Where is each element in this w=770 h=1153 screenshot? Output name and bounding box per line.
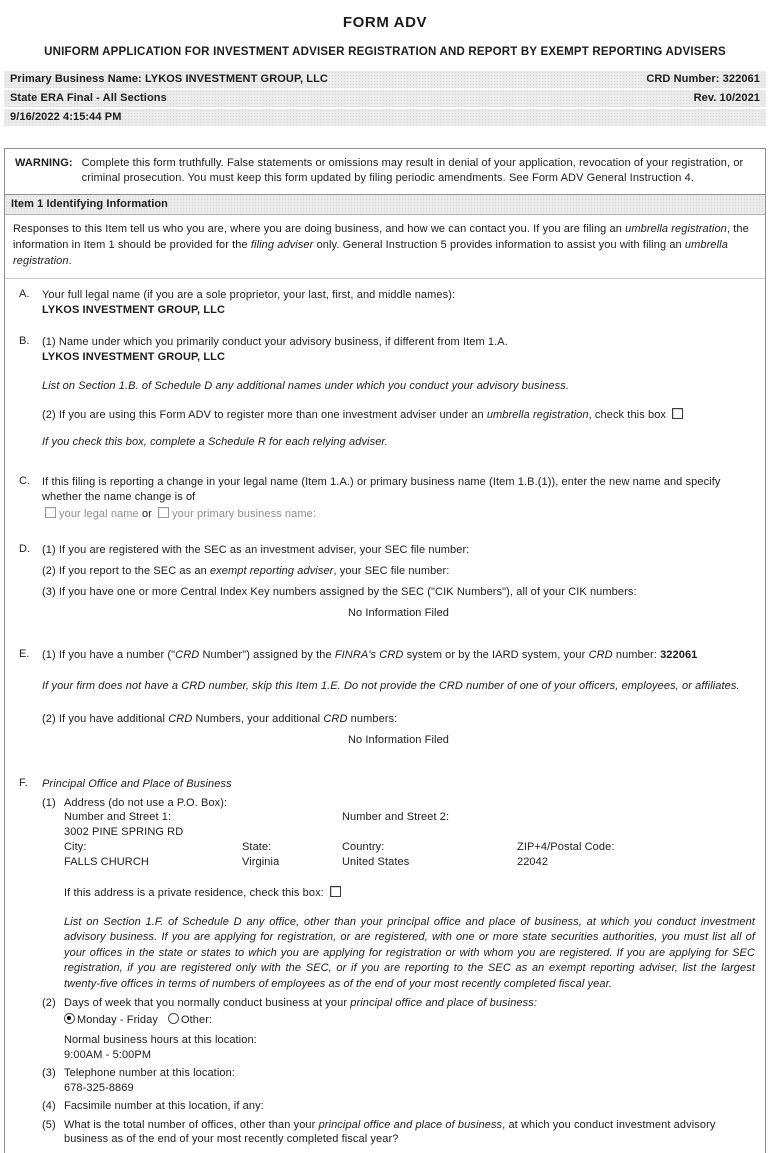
business-hours-value: 9:00AM - 5:00PM [64,1048,152,1061]
text-run: umbrella registration [625,223,727,235]
text-run: filing adviser [250,239,314,251]
facsimile-label: Facsimile number at this location, if any: [64,1100,264,1112]
business-name-question: (1) Name under which you primarily conduct your advisory business, if different from Item 1.A. [42,336,508,348]
state-label: State: [242,841,272,853]
text-run: (1) If you have a number (" [42,649,176,661]
text-run: If this address is a private residence, check this box: [64,887,327,899]
text-run: List on Section 1.B. of Schedule D any additional names under which you conduct your advisory business. [42,380,569,392]
form-body [4,148,766,1153]
text-run: (2) If you report to the SEC as an [42,565,210,577]
umbrella-registration-line [42,408,755,423]
section-a [5,288,755,318]
text-run: number: [612,649,661,661]
street1-label: Number and Street 1: [64,811,172,823]
item-number: (1) [42,796,56,809]
street2-label: Number and Street 2: [342,811,450,823]
business-name-value: LYKOS INVESTMENT GROUP, LLC [42,351,226,363]
text-run: umbrella registration [486,409,589,421]
crd-number: CRD Number: 322061 [646,73,760,85]
warning-box [5,149,765,195]
form-title: FORM ADV [342,14,428,31]
text-run: CRD [175,649,200,661]
address-item [42,796,755,901]
text-run: 322061 [660,649,698,661]
text-run: system or by the IARD system, your [403,649,589,661]
filing-type: State ERA Final - All Sections [10,92,167,104]
cik-numbers-line: (3) If you have one or more Central Index Key numbers assigned by the SEC ("CIK Numbers"), all of your CIK numbers: [42,586,637,598]
text-run: umbrella registration [13,239,728,267]
text-run: (2) If you are using this Form ADV to register more than one investment adviser under an [42,409,487,421]
text-run: principal office and place of business [318,1118,503,1131]
text-run: FINRA's CRD [334,649,404,661]
text-run: , check this box [588,409,670,421]
text-run: If you check this box, complete a Schedule R for each relying adviser. [42,436,388,448]
item1-sections [5,288,765,1153]
business-name-change-checkbox[interactable] [158,507,169,518]
name-change-options [42,507,755,522]
filing-header-row-1 [4,71,766,88]
text-run: your legal name [59,508,142,520]
name-change-question: If this filing is reporting a change in your legal name (Item 1.A.) or primary business name (Item 1.B.(1)), enter the new name and specify whether the name change is of [42,476,721,503]
street2-value [342,825,755,840]
text-run: Responses to this Item tell us who you are, where you are doing business, and how we can contact you. If you are filing an [13,223,626,235]
form-adv-page [0,14,770,1153]
section-f-letter: F. [19,777,28,789]
text-run: CRD [588,649,613,661]
filing-timestamp: 9/16/2022 4:15:44 PM [10,111,122,123]
filing-header [4,71,766,126]
offices-note [64,915,755,993]
section-c [5,475,755,522]
warning-label: WARNING: [15,157,73,169]
text-run: Numbers, your additional [192,713,324,725]
additional-crd-line [42,712,755,727]
item1-intro [5,215,765,279]
text-run: , the information in Item 1 should be provided for the [13,223,749,251]
crd-skip-note [42,679,755,694]
form-subtitle: UNIFORM APPLICATION FOR INVESTMENT ADVISER REGISTRATION AND REPORT BY EXEMPT REPORTING ADVISERS [44,46,726,58]
days-of-week-options [64,1013,755,1028]
item-number: (3) [42,1067,56,1079]
filing-header-row-2 [4,90,766,107]
text-run: or [141,508,156,520]
item-number: (2) [42,997,56,1009]
total-offices-item [42,1118,755,1147]
text-run: CRD [323,713,348,725]
business-hours-label: Normal business hours at this location: [64,1034,257,1046]
text-run: , your SEC file number: [333,565,450,577]
telephone-value: 678-325-8869 [64,1081,134,1094]
item-number: (4) [42,1100,56,1112]
telephone-item [42,1066,755,1095]
days-of-week-label [64,996,755,1011]
street1-value: 3002 PINE SPRING RD [64,826,184,838]
private-residence-checkbox[interactable] [330,886,341,897]
text-run: If your firm does not have a CRD number, skip this Item 1.E. Do not provide the CRD number of one of your officers, employees, or affiliates. [42,680,740,692]
crd-number-line [42,648,755,663]
text-run: your primary business name: [172,508,317,520]
state-value: Virginia [242,856,280,868]
address-grid [64,810,755,870]
item-number: (5) [42,1118,56,1131]
text-run: Days of week that you normally conduct business at your [64,997,351,1009]
exempt-reporting-line [42,564,755,579]
text-run: (2) If you have additional [42,713,169,725]
umbrella-registration-checkbox[interactable] [672,408,683,419]
days-other-radio[interactable] [168,1013,179,1024]
private-residence-line [64,886,755,901]
primary-business-name: Primary Business Name: LYKOS INVESTMENT GROUP, LLC [10,73,328,85]
text-run: What is the total number of offices, other than your [64,1118,319,1131]
text-run: . [68,255,72,267]
sec-file-number-line: (1) If you are registered with the SEC as an investment adviser, your SEC file number: [42,544,470,556]
section-a-letter: A. [19,288,30,300]
legal-name-change-checkbox[interactable] [45,507,56,518]
section-f [5,777,755,1147]
text-run: List on Section 1.F. of Schedule D any office, other than your principal office and place of business, at which you conduct investment advisory business. If you are applying for registration, or are registered, with one or more state securities authorities, you must list all of your offices in the state or states to which you are applying for registration or with whom you are registered. If you are applying for SEC registration, if you are registered only with the SEC, or if you are reporting to the SEC as an exempt reporting adviser, list the largest twenty-five offices in terms of numbers of employees as of the end of your most recently completed fiscal year. [64,915,755,990]
telephone-label: Telephone number at this location: [64,1067,235,1079]
total-offices-label [64,1118,755,1147]
country-label: Country: [342,841,385,853]
section-b-letter: B. [19,335,30,347]
text-run: CRD [168,713,193,725]
country-value: United States [342,856,410,868]
text-run: , at which you conduct investment advisory business as of the end of your most recently completed fiscal year? [64,1118,716,1145]
schedule-r-note [42,435,755,450]
text-run: only. General Instruction 5 provides information to assist you with filing an [313,239,685,251]
no-information-filed: No Information Filed [347,734,450,746]
text-run: exempt reporting adviser [209,565,334,577]
section-d [5,543,755,621]
legal-name-value: LYKOS INVESTMENT GROUP, LLC [42,304,226,316]
days-monday-friday-radio[interactable] [64,1013,75,1024]
facsimile-item [42,1099,755,1114]
address-label: Address (do not use a P.O. Box): [64,796,228,809]
city-value: FALLS CHURCH [64,856,149,868]
revision: Rev. 10/2021 [693,92,760,104]
city-label: City: [64,841,87,853]
item1-header: Item 1 Identifying Information [5,195,765,215]
no-information-filed: No Information Filed [347,607,450,619]
text-run: Number") assigned by the [199,649,335,661]
section-d-letter: D. [19,543,31,555]
section-e-letter: E. [19,648,30,660]
section-c-letter: C. [19,475,31,487]
text-run: Other: [180,1013,213,1026]
days-of-week-item [42,996,755,1062]
section-e [5,648,755,748]
section-b [5,335,755,450]
text-run: numbers: [347,713,398,725]
principal-office-title: Principal Office and Place of Business [42,778,232,790]
zip-label: ZIP+4/Postal Code: [517,841,615,853]
legal-name-question: Your full legal name (if you are a sole proprietor, your last, first, and middle names): [42,289,456,301]
filing-header-row-3 [4,109,766,126]
warning-text: Complete this form truthfully. False statements or omissions may result in denial of your application, revocation of your registration, or criminal prosecution. You must keep this form updated by filing periodic amendments. See Form ADV General Instruction 4. [81,157,744,184]
text-run: Monday - Friday [77,1013,158,1026]
zip-value: 22042 [517,856,549,868]
text-run: principal office and place of business: [350,997,537,1009]
schedule-d-note [42,379,755,394]
